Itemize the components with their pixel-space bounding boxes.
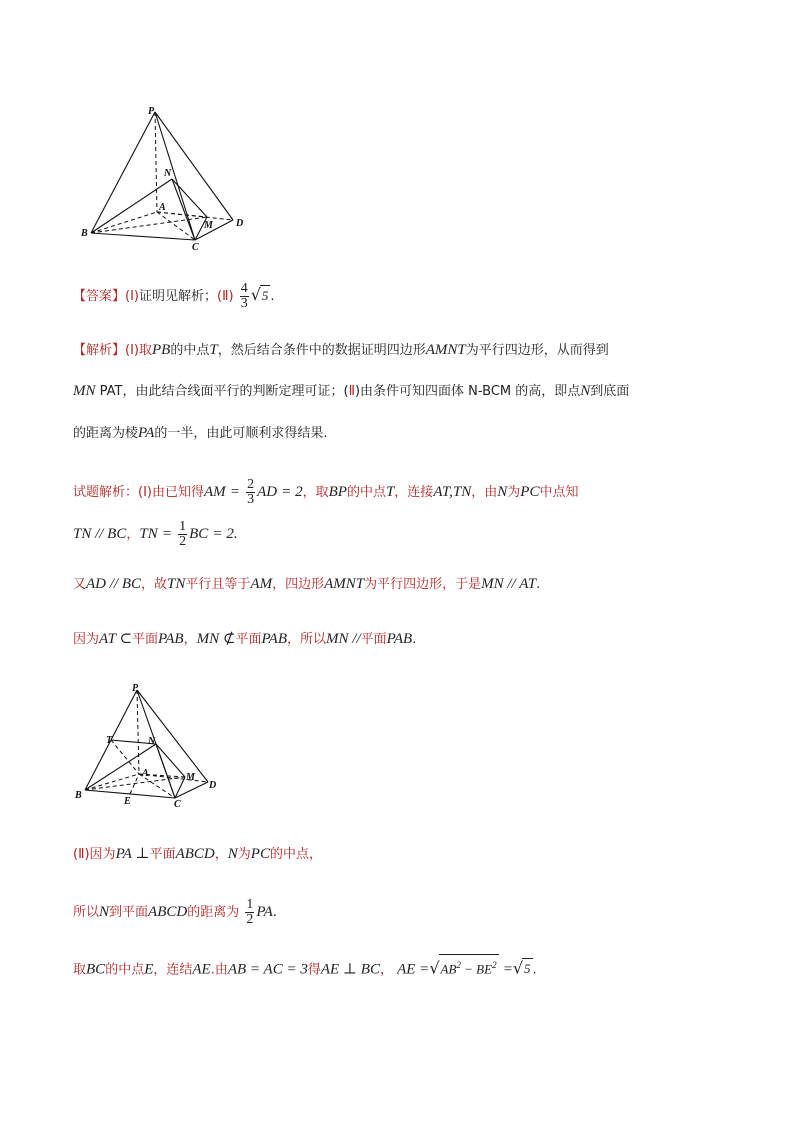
answer-fraction: $\frac{4}{3}$ [240,281,248,311]
analysis-line-3: 的距离为棱PA的一半，由此可顺利求得结果. [73,425,328,441]
label-b: B [75,790,82,801]
answer-part1: (Ⅰ) [125,289,139,304]
fraction-one-half-2: $\frac{1}{2}$ [246,897,254,927]
answer-tag: 【答案】 [73,289,126,304]
label-b: B [81,228,88,239]
solution-line-2: TN // BC，TN = $\frac{1}{2}$ BC = 2. [73,519,238,549]
label-m: M [186,772,195,783]
part2-line-3: 取BC的中点E，连结AE.由AB = AC = 3得AE ⊥ BC， AE $=√AB^2 - BE^2 =√5$ . [73,954,537,980]
solution-line-1: 试题解析：(Ⅰ)由已知得AM = $\frac{2}{3}$ AD = 2，取BP的中点T，连接AT,TN，由N为PC中点知 [73,477,579,507]
label-n: N [148,736,156,747]
label-m: M [204,220,213,231]
label-e: E [124,796,131,807]
answer-text1: 证明见解析； [139,289,218,304]
answer-part2: (Ⅱ) [217,289,234,304]
label-t: T [106,735,113,746]
solution-line-3: 又AD // BC，故TN平行且等于AM，四边形AMNT为平行四边形，于是MN // AT. [73,576,541,592]
label-a: A [142,768,149,779]
radicand-ab-be: $AB^2 - BE^2$ [439,954,499,979]
answer-radicand: 5 [260,285,271,306]
analysis-tag: 【解析】 [73,343,126,358]
solution-line-4: 因为AT ⊂平面PAB，MN ⊄平面PAB，所以MN //平面PAB. [73,631,417,647]
analysis-line-1: 【解析】(Ⅰ)取PB的中点T，然后结合条件中的数据证明四边形AMNT为平行四边形，从而得到 [73,342,609,358]
fraction-one-half: $\frac{1}{2}$ [179,519,187,549]
part2-line-2: 所以N到平面ABCD的距离为 $\frac{1}{2}$ PA. [73,897,277,927]
pyramid-figure-1 [78,100,258,255]
label-c: C [174,799,181,810]
radicand-five: 5 [522,958,533,979]
label-p: P [132,683,139,694]
label-d: D [236,218,244,229]
label-d: D [209,780,217,791]
label-p: P [148,106,155,117]
label-c: C [192,242,199,253]
answer-line: 【答案】(Ⅰ)证明见解析；(Ⅱ) $\frac{4}{3}$ √5 . [73,281,275,311]
fraction-two-thirds: $\frac{2}{3}$ [247,477,255,507]
label-n: N [164,168,172,179]
part2-line-1: (Ⅱ)因为PA ⊥平面ABCD，N为PC的中点， [73,846,322,862]
label-a: A [159,202,166,213]
analysis-line-2: MN PAT，由此结合线面平行的判断定理可证；(Ⅱ)由条件可知四面体 N-BCM 的高，即点N到底面 [73,383,630,399]
pyramid-figure-2 [70,680,230,810]
